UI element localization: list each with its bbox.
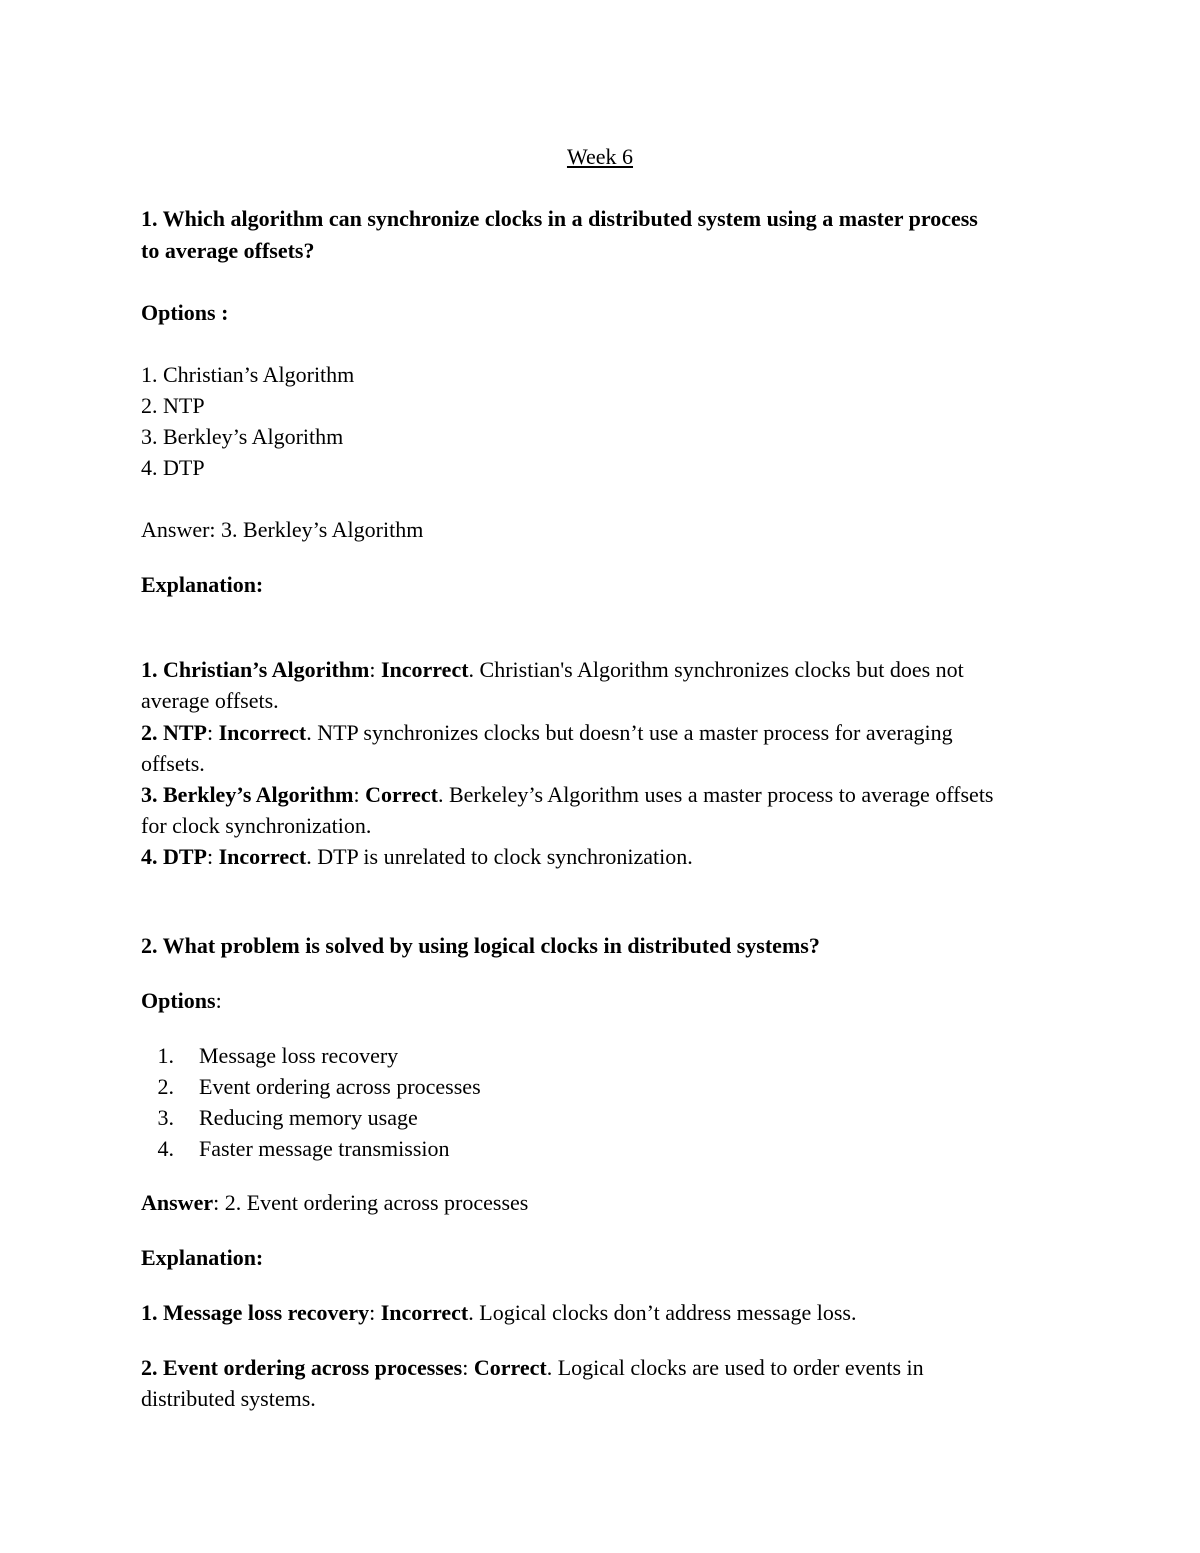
q1-explanation-1: 1. Christian’s Algorithm: Incorrect. Christian's Algorithm synchronizes clocks but does not <box>141 657 964 682</box>
q1-explanation-3: 3. Berkley’s Algorithm: Correct. Berkeley’s Algorithm uses a master process to average offsets <box>141 782 994 807</box>
q2-option-2: 2. Event ordering across processes <box>157 1074 481 1099</box>
q2-explanation-label: Explanation: <box>141 1245 264 1270</box>
q2-explanation-2-cont: distributed systems. <box>141 1386 316 1411</box>
q2-explanation-1: 1. Message loss recovery: Incorrect. Logical clocks don’t address message loss. <box>141 1300 857 1325</box>
question-2-options-label: Options: <box>141 988 222 1013</box>
page-title: Week 6 <box>566 144 634 169</box>
q2-option-3: 3. Reducing memory usage <box>157 1105 418 1130</box>
q2-answer: Answer: 2. Event ordering across processes <box>141 1190 529 1215</box>
q2-option-4: 4. Faster message transmission <box>157 1136 450 1161</box>
q1-explanation-1-cont: average offsets. <box>141 688 279 713</box>
q2-explanation-2: 2. Event ordering across processes: Correct. Logical clocks are used to order events in <box>141 1355 924 1380</box>
q1-explanation-3-cont: for clock synchronization. <box>141 813 372 838</box>
question-1-options-label: Options : <box>141 300 229 325</box>
q1-option-4: 4. DTP <box>141 455 205 480</box>
q1-explanation-4: 4. DTP: Incorrect. DTP is unrelated to clock synchronization. <box>141 844 693 869</box>
q1-option-2: 2. NTP <box>141 393 205 418</box>
q1-answer: Answer: 3. Berkley’s Algorithm <box>141 517 424 542</box>
q1-explanation-2-cont: offsets. <box>141 751 205 776</box>
question-2-text: 2. What problem is solved by using logical clocks in distributed systems? <box>141 933 820 958</box>
q1-explanation-2: 2. NTP: Incorrect. NTP synchronizes clocks but doesn’t use a master process for averaging <box>141 720 953 745</box>
q1-option-1: 1. Christian’s Algorithm <box>141 362 355 387</box>
question-1-text: 1. Which algorithm can synchronize clocks in a distributed system using a master process <box>141 206 978 231</box>
q2-option-1: 1. Message loss recovery <box>157 1043 399 1068</box>
q1-option-3: 3. Berkley’s Algorithm <box>141 424 344 449</box>
question-1-text-cont: to average offsets? <box>141 238 315 263</box>
q1-explanation-label: Explanation: <box>141 572 264 597</box>
